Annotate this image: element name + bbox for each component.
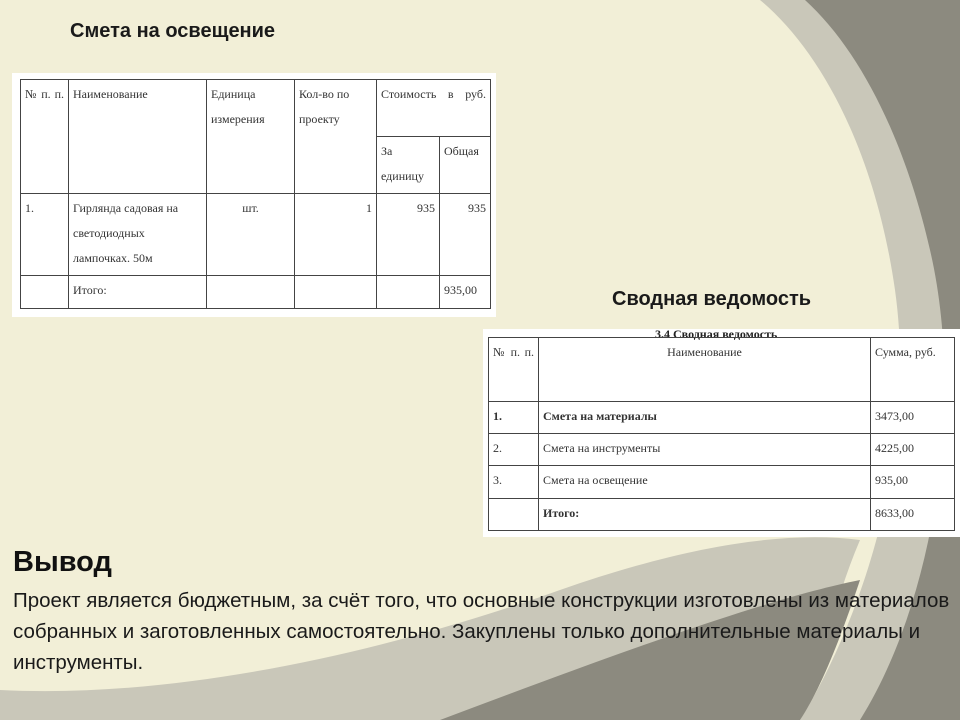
header-cost: Стоимость в руб. [377,80,491,137]
row-name: Смета на материалы [539,402,871,434]
row-per-unit: 935 [377,194,440,276]
total-value: 8633,00 [871,499,955,531]
summary-table [488,337,955,531]
row-num: 2. [489,434,539,466]
table-row [489,402,955,434]
total-row [21,276,491,309]
header-num: № п. п. [489,338,539,402]
row-sum: 4225,00 [871,434,955,466]
summary-sheet-document [483,329,960,537]
lighting-estimate-table [20,79,491,309]
row-unit: шт. [207,194,295,276]
header-qty: Кол-во по проекту [295,80,377,194]
summary-sheet-title: Сводная ведомость [612,288,812,310]
row-total: 935 [440,194,491,276]
row-name: Гирлянда садовая на светодиодных лампочках. 50м [69,194,207,276]
row-num: 1. [21,194,69,276]
row-num: 3. [489,466,539,499]
row-num: 1. [489,402,539,434]
row-name: Смета на освещение [539,466,871,499]
lighting-estimate-title: Смета на освещение [70,20,276,42]
summary-caption: 3.4 Сводная ведомость [655,327,778,341]
row-name: Смета на инструменты [539,434,871,466]
conclusion-text: Проект является бюджетным, за счёт того, что основные конструкции изготовлены из материалов собранных и заготовленных самостоятельно. Закуплены только дополнительные материалы и инструменты. [13,589,950,674]
row-sum: 3473,00 [871,402,955,434]
header-unit: Единица измерения [207,80,295,194]
total-value: 935,00 [440,276,491,309]
row-sum: 935,00 [871,466,955,499]
row-qty: 1 [295,194,377,276]
conclusion-heading: Вывод [13,546,112,578]
header-name: Наименование [69,80,207,194]
table-row [21,194,491,276]
total-label: Итого: [69,276,207,309]
header-num: № п. п. [21,80,69,194]
lighting-estimate-document [12,73,496,317]
total-row [489,499,955,531]
header-sum: Сумма, руб. [871,338,955,402]
table-row [489,434,955,466]
header-total: Общая [440,137,491,194]
table-row [489,466,955,499]
header-per-unit: За единицу [377,137,440,194]
header-name: Наименование [539,338,871,402]
total-label: Итого: [539,499,871,531]
